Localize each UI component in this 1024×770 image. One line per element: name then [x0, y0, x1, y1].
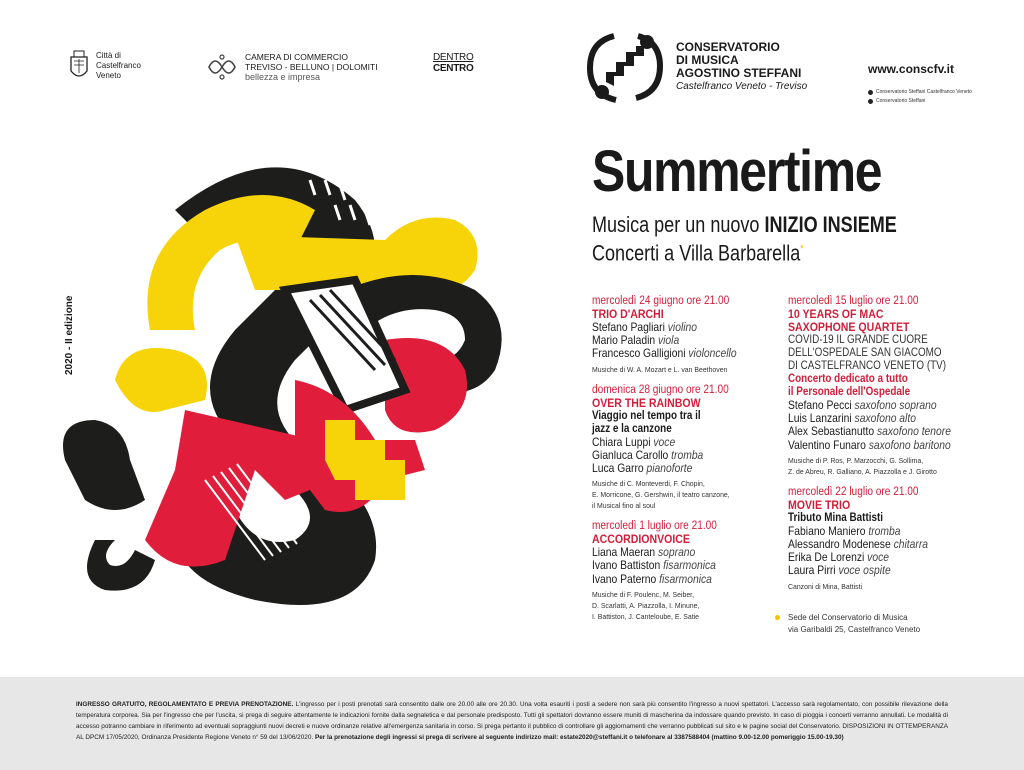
- subtitle-line-2-text: Concerti a Villa Barbarella: [592, 240, 801, 266]
- performer-role: chitarra: [893, 537, 928, 552]
- chamber-knot-icon: [205, 52, 239, 82]
- concert-name: ACCORDIONVOICE: [592, 532, 690, 547]
- city-line-1: Città di: [96, 51, 121, 60]
- performer-name: Stefano Pecci: [788, 398, 852, 412]
- concert-notes: [592, 589, 776, 622]
- concert-name: 10 YEARS OF MAC: [788, 307, 884, 321]
- footer-booking: Per la prenotazione degli ingressi si prega di scrivere al seguente indirizzo mail: estate2020@steffani.it o telefonare al 3387588404 (mattino 9.00-12.00 pomeriggio 15.00-19.30): [314, 734, 844, 741]
- concert-dedication: il Personale dell'Ospedale: [788, 386, 911, 398]
- chamber-line-2: TREVISO - BELLUNO | DOLOMITI: [245, 62, 378, 72]
- notes-line: il Musical fino al soul: [592, 501, 656, 511]
- instagram-label: Conservatorio Steffani: [876, 98, 926, 104]
- concert-name: TRIO D'ARCHI: [592, 307, 664, 321]
- concert-item: [592, 295, 792, 375]
- concert-notes: Musiche di W. A. Mozart e L. van Beethoven: [592, 364, 728, 374]
- performer-role: saxofono alto: [854, 411, 916, 426]
- venue-line-1: Sede del Conservatorio di Musica: [788, 613, 908, 622]
- performer: [788, 564, 960, 577]
- performer-role: tromba: [868, 523, 901, 538]
- chamber-line-1: CAMERA DI COMMERCIO: [245, 52, 348, 62]
- performer-role: soprano: [657, 545, 696, 560]
- concert-caps: DI CASTELFRANCO VENETO (TV): [788, 360, 947, 372]
- performer-role: pianoforte: [646, 461, 693, 476]
- performer-name: Fabiano Maniero: [788, 523, 866, 538]
- concert-item: [788, 295, 988, 477]
- subtitle-line-1-b: INIZIO INSIEME: [764, 212, 897, 237]
- performer-role: tromba: [671, 447, 704, 462]
- conservatorio-name-2: DI MUSICA: [676, 53, 739, 67]
- performer-role: voce: [653, 434, 676, 449]
- conservatorio-mark-icon: [584, 28, 666, 106]
- performer-name: Chiara Luppi: [592, 434, 651, 449]
- concert-desc: Tributo Mina Battisti: [788, 511, 884, 524]
- notes-line: Musiche di P. Ros, P. Marzocchi, G. Sollima,: [788, 455, 924, 465]
- facebook-icon: [868, 90, 873, 95]
- city-crest-icon: [68, 49, 90, 83]
- concert-name: SAXOPHONE QUARTET: [788, 320, 910, 334]
- website-link[interactable]: www.conscfv.it: [868, 62, 955, 76]
- chamber-logo: [205, 52, 378, 82]
- notes-line: Musiche di F. Poulenc, M. Seiber,: [592, 589, 695, 599]
- concerts-right-column: [788, 295, 988, 601]
- concert-notes: [788, 455, 972, 477]
- notes-line: Musiche di C. Monteverdi, F. Chopin,: [592, 479, 705, 489]
- concert-name: OVER THE RAINBOW: [592, 395, 701, 410]
- performer-role: voce: [867, 550, 889, 565]
- performer-name: Gianluca Carollo: [592, 447, 669, 462]
- performer: [592, 573, 764, 586]
- performer-name: Laura Pirri: [788, 563, 836, 578]
- performer-name: Valentino Funaro: [788, 437, 866, 452]
- edition-label: 2020 - II edizione: [64, 295, 75, 375]
- performer-role: voce ospite: [838, 563, 891, 578]
- conservatorio-name-3: AGOSTINO STEFFANI: [676, 66, 802, 80]
- dentro-line-1: DENTRO: [433, 52, 474, 63]
- notes-line: I. Battiston, J. Canteloube, E. Satie: [592, 611, 700, 621]
- subtitle-line-2: [592, 237, 897, 265]
- footer-text: [76, 699, 948, 743]
- performer-role: saxofono tenore: [876, 424, 951, 439]
- city-logo: [68, 45, 178, 87]
- venue-info: [775, 612, 920, 636]
- performer-name: Liana Maeran: [592, 545, 656, 560]
- summertime-artwork: [55, 140, 515, 610]
- notes-line: Z. de Abreu, R. Galliano, A. Piazzolla e J. Girotto: [788, 466, 937, 476]
- performer-name: Ivano Battiston: [592, 558, 661, 573]
- facebook-label: Conservatorio Steffani Castelfranco Veneto: [876, 89, 972, 95]
- performer-role: fisarmonica: [663, 558, 716, 573]
- performer-name: Erika De Lorenzi: [788, 550, 865, 565]
- performer: [592, 347, 764, 360]
- concert-item: [592, 384, 792, 512]
- performer-role: fisarmonica: [659, 571, 712, 586]
- performer-name: Francesco Galligioni: [592, 346, 686, 361]
- performer-name: Luca Garro: [592, 461, 644, 476]
- footer: [0, 677, 1024, 770]
- concert-dedication: Concerto dedicato a tutto: [788, 373, 908, 385]
- performer-name: Mario Paladin: [592, 333, 656, 348]
- concert-date: mercoledì 15 luglio ore 21.00: [788, 295, 919, 307]
- conservatorio-place: Castelfranco Veneto - Treviso: [676, 81, 808, 92]
- instagram-icon: [868, 99, 873, 104]
- concert-date: mercoledì 22 luglio ore 21.00: [788, 485, 919, 498]
- performer-name: Alex Sebastianutto: [788, 424, 875, 439]
- subtitle: [592, 212, 897, 265]
- city-line-3: Veneto: [96, 71, 121, 80]
- performer-role: viola: [657, 333, 680, 348]
- subtitle-line-1-a: Musica per un nuovo: [592, 212, 760, 237]
- instagram-link[interactable]: [868, 97, 972, 106]
- social-links: [868, 88, 972, 106]
- performer-role: violino: [667, 320, 698, 334]
- concert-date: mercoledì 1 luglio ore 21.00: [592, 520, 717, 533]
- performer-role: violoncello: [688, 346, 737, 361]
- concert-item: [788, 486, 988, 592]
- concert-caps: COVID-19 IL GRANDE CUORE: [788, 334, 928, 346]
- page-title: Summertime: [592, 139, 882, 204]
- performer: [592, 462, 764, 475]
- concert-desc: jazz e la canzone: [592, 422, 672, 435]
- performer-name: Alessandro Modenese: [788, 537, 891, 552]
- conservatorio-name-1: CONSERVATORIO: [676, 40, 780, 54]
- venue-dot-icon: [775, 615, 780, 620]
- performer-role: saxofono soprano: [854, 398, 937, 412]
- footer-body: L'ingresso per i posti prenotati sarà consentito dalle ore 20.00 alle ore 20.30. Una volta esauriti i posti a sedere non sarà più consentito l'ingresso a nuovi spettatori. L'accesso sarà regolamentato, con possibile rilevazione della temperatura corporea. Sia per l'ingresso che per l'uscita, si prega di seguire attentamente le indicazioni fornite dalla segnaletica e dal personale predisposto. Tutti gli spettatori dovranno essere muniti di mascherina da indossare quando previsto. In caso di pioggia i concerti verranno annullati. Le modalità di accesso potranno cambiare in riferimento ad eventuali sopraggiunti nuovi decreti e nuove ordinanze relative all'emergenza sanitaria in corso. Si prega pertanto il pubblico di controllare gli aggiornamenti che verranno pubblicati sul sito e le pagine social del Conservatorio. DISPOSIZIONI IN OTTEMPERANZA AL DPCM 17/05/2020, Ordinanza Presidente Regione Veneto n° 59 del 13/06/2020.: [76, 701, 948, 741]
- asterisk-icon: *: [800, 243, 804, 255]
- footer-bold-intro: INGRESSO GRATUITO, REGOLAMENTATO E PREVIA PRENOTAZIONE.: [76, 701, 294, 708]
- concert-notes: [592, 478, 776, 511]
- concert-caps: DELL'OSPEDALE SAN GIACOMO: [788, 347, 942, 359]
- concert-date: mercoledì 24 giugno ore 21.00: [592, 295, 730, 307]
- venue-line-2: via Garibaldi 25, Castelfranco Veneto: [788, 625, 921, 634]
- performer-name: Ivano Paterno: [592, 571, 657, 586]
- performer-role: saxofono baritono: [868, 437, 951, 452]
- notes-line: D. Scarlatti, A. Piazzolla, I. Minune,: [592, 600, 700, 610]
- city-line-2: Castelfranco: [96, 61, 141, 70]
- dentro-line-2: CENTRO: [433, 63, 474, 74]
- chamber-line-3: bellezza e impresa: [245, 72, 321, 82]
- facebook-link[interactable]: [868, 88, 972, 97]
- concert-name: MOVIE TRIO: [788, 497, 851, 512]
- performer-name: Stefano Pagliari: [592, 320, 665, 334]
- concerts-left-column: [592, 295, 792, 631]
- performer: [788, 439, 960, 452]
- dentro-centro-logo: [433, 52, 473, 74]
- concert-desc: Viaggio nel tempo tra il: [592, 409, 701, 422]
- concert-notes: Canzoni di Mina, Battisti: [788, 581, 863, 591]
- concert-item: [592, 520, 792, 622]
- notes-line: E. Morricone, G. Gershwin, il teatro canzone,: [592, 490, 730, 500]
- subtitle-line-1: [592, 212, 897, 237]
- performer-name: Luis Lanzarini: [788, 411, 852, 426]
- conservatorio-logo: [584, 28, 807, 106]
- concert-date: domenica 28 giugno ore 21.00: [592, 383, 729, 396]
